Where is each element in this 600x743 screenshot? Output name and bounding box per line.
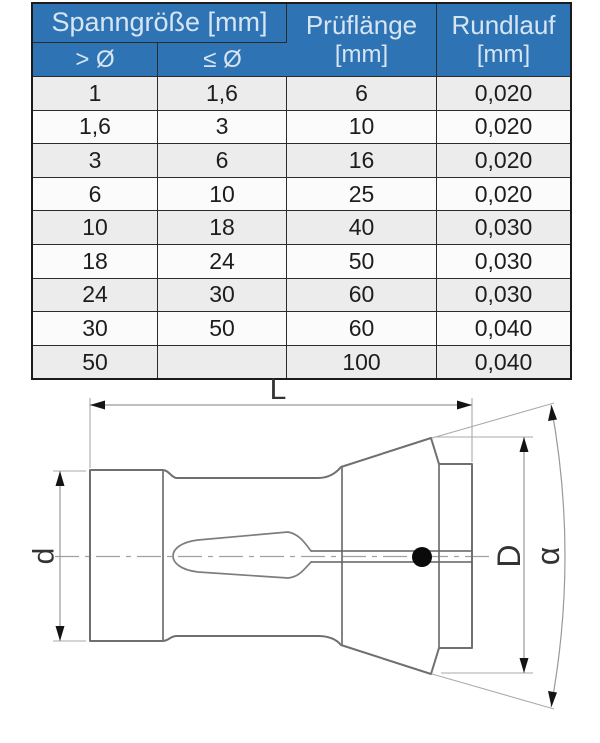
table-cell: 0,020 [437,178,570,212]
header-runout-line1: Rundlauf [451,10,556,41]
header-clamping-size: Spanngröße [mm] [33,4,287,43]
header-runout [437,4,570,77]
table-cell: 0,040 [437,346,570,379]
table-cell: 18 [158,211,287,245]
table-row [33,77,570,111]
header-test-length-line1: Prüflänge [305,10,418,41]
table-cell: 100 [287,346,437,379]
table-cell: 40 [287,211,437,245]
header-test-length [287,4,437,77]
taper-angle-label: α [530,546,566,566]
pin-dot [412,547,432,567]
arrowhead-left [90,401,105,410]
table-row [33,279,570,313]
table-row [33,211,570,245]
table-cell: 6 [158,144,287,178]
table-cell: 50 [33,346,158,379]
table-header [33,4,570,77]
table-cell: 60 [287,279,437,313]
table-body [33,77,570,378]
table-cell: 0,030 [437,245,570,279]
dimension-L [90,373,472,468]
keyway-slot-outline [173,532,311,578]
length-dimension-label: L [269,373,287,406]
collet-technical-drawing [0,370,600,743]
table-cell: 10 [287,111,437,145]
arrowhead-bottom [548,691,557,707]
table-cell: 1 [33,77,158,111]
table-cell: 0,020 [437,77,570,111]
table-cell: 6 [33,178,158,212]
table-cell: 10 [158,178,287,212]
tolerance-table [31,2,572,380]
table-cell: 24 [158,245,287,279]
arrowhead-up [56,471,65,486]
arrowhead-up [520,437,529,452]
table-cell: 0,030 [437,279,570,313]
table-cell: 1,6 [33,111,158,145]
header-greater-than-diameter: > Ø [33,43,158,77]
table-row [33,111,570,145]
table-cell: 0,020 [437,144,570,178]
head-diameter-label: D [491,544,527,568]
table-cell: 50 [158,312,287,346]
shank-diameter-label: d [27,547,61,565]
tolerance-table-container [31,2,568,380]
table-cell: 50 [287,245,437,279]
table-cell: 30 [158,279,287,313]
arrowhead-top [548,405,557,421]
header-test-length-unit: [mm] [334,41,389,69]
table-cell: 0,030 [437,211,570,245]
table-cell: 0,040 [437,312,570,346]
arrowhead-down [520,658,529,673]
table-row [33,245,570,279]
dimension-D [434,437,533,673]
table-row [33,178,570,212]
table-cell: 3 [33,144,158,178]
table-cell: 10 [33,211,158,245]
table-cell: 25 [287,178,437,212]
table-cell: 1,6 [158,77,287,111]
arrowhead-down [56,626,65,641]
header-less-equal-diameter: ≤ Ø [158,43,287,77]
table-cell: 3 [158,111,287,145]
table-cell: 18 [33,245,158,279]
table-cell: 0,020 [437,111,570,145]
table-row [33,312,570,346]
table-row [33,144,570,178]
header-runout-unit: [mm] [476,41,531,69]
table-cell: 30 [33,312,158,346]
table-cell: 16 [287,144,437,178]
table-cell: 60 [287,312,437,346]
table-cell: 6 [287,77,437,111]
arrowhead-right [457,401,472,410]
table-cell: 24 [33,279,158,313]
